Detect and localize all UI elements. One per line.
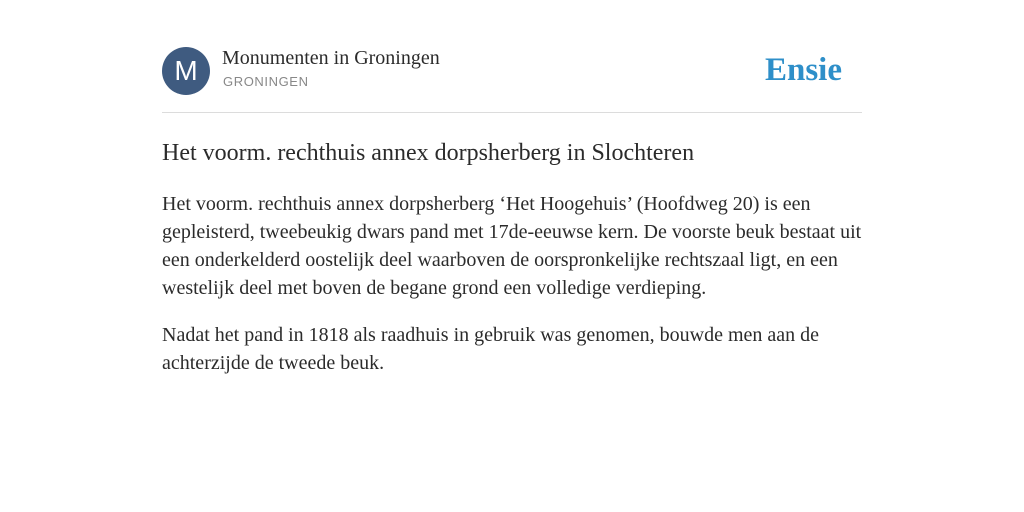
article-body — [162, 190, 862, 396]
page-container — [162, 0, 862, 374]
article-paragraph: Het voorm. rechthuis annex dorpsherberg ‘Het Hoogehuis’ (Hoofdweg 20) is een gepleisterd, tweebeukig dwars pand met 17de-eeuwse kern. De voorste beuk bestaat uit een onderkelderd oostelijk deel waarboven de oorspronkelijke rechtszaal ligt, en een westelijk deel met boven de begane grond een volledige verdieping. — [162, 193, 862, 299]
author-name[interactable]: Monumenten in Groningen — [222, 47, 440, 69]
header — [162, 0, 862, 113]
author-avatar[interactable]: M — [162, 47, 210, 95]
author-location: GRONINGEN — [223, 74, 309, 89]
article-title: Het voorm. rechthuis annex dorpsherberg in Slochteren — [162, 140, 695, 166]
brand-logo[interactable]: Ensie — [764, 52, 842, 88]
article-paragraph: Nadat het pand in 1818 als raadhuis in gebruik was genomen, bouwde men aan de achterzijde de tweede beuk. — [162, 324, 820, 374]
